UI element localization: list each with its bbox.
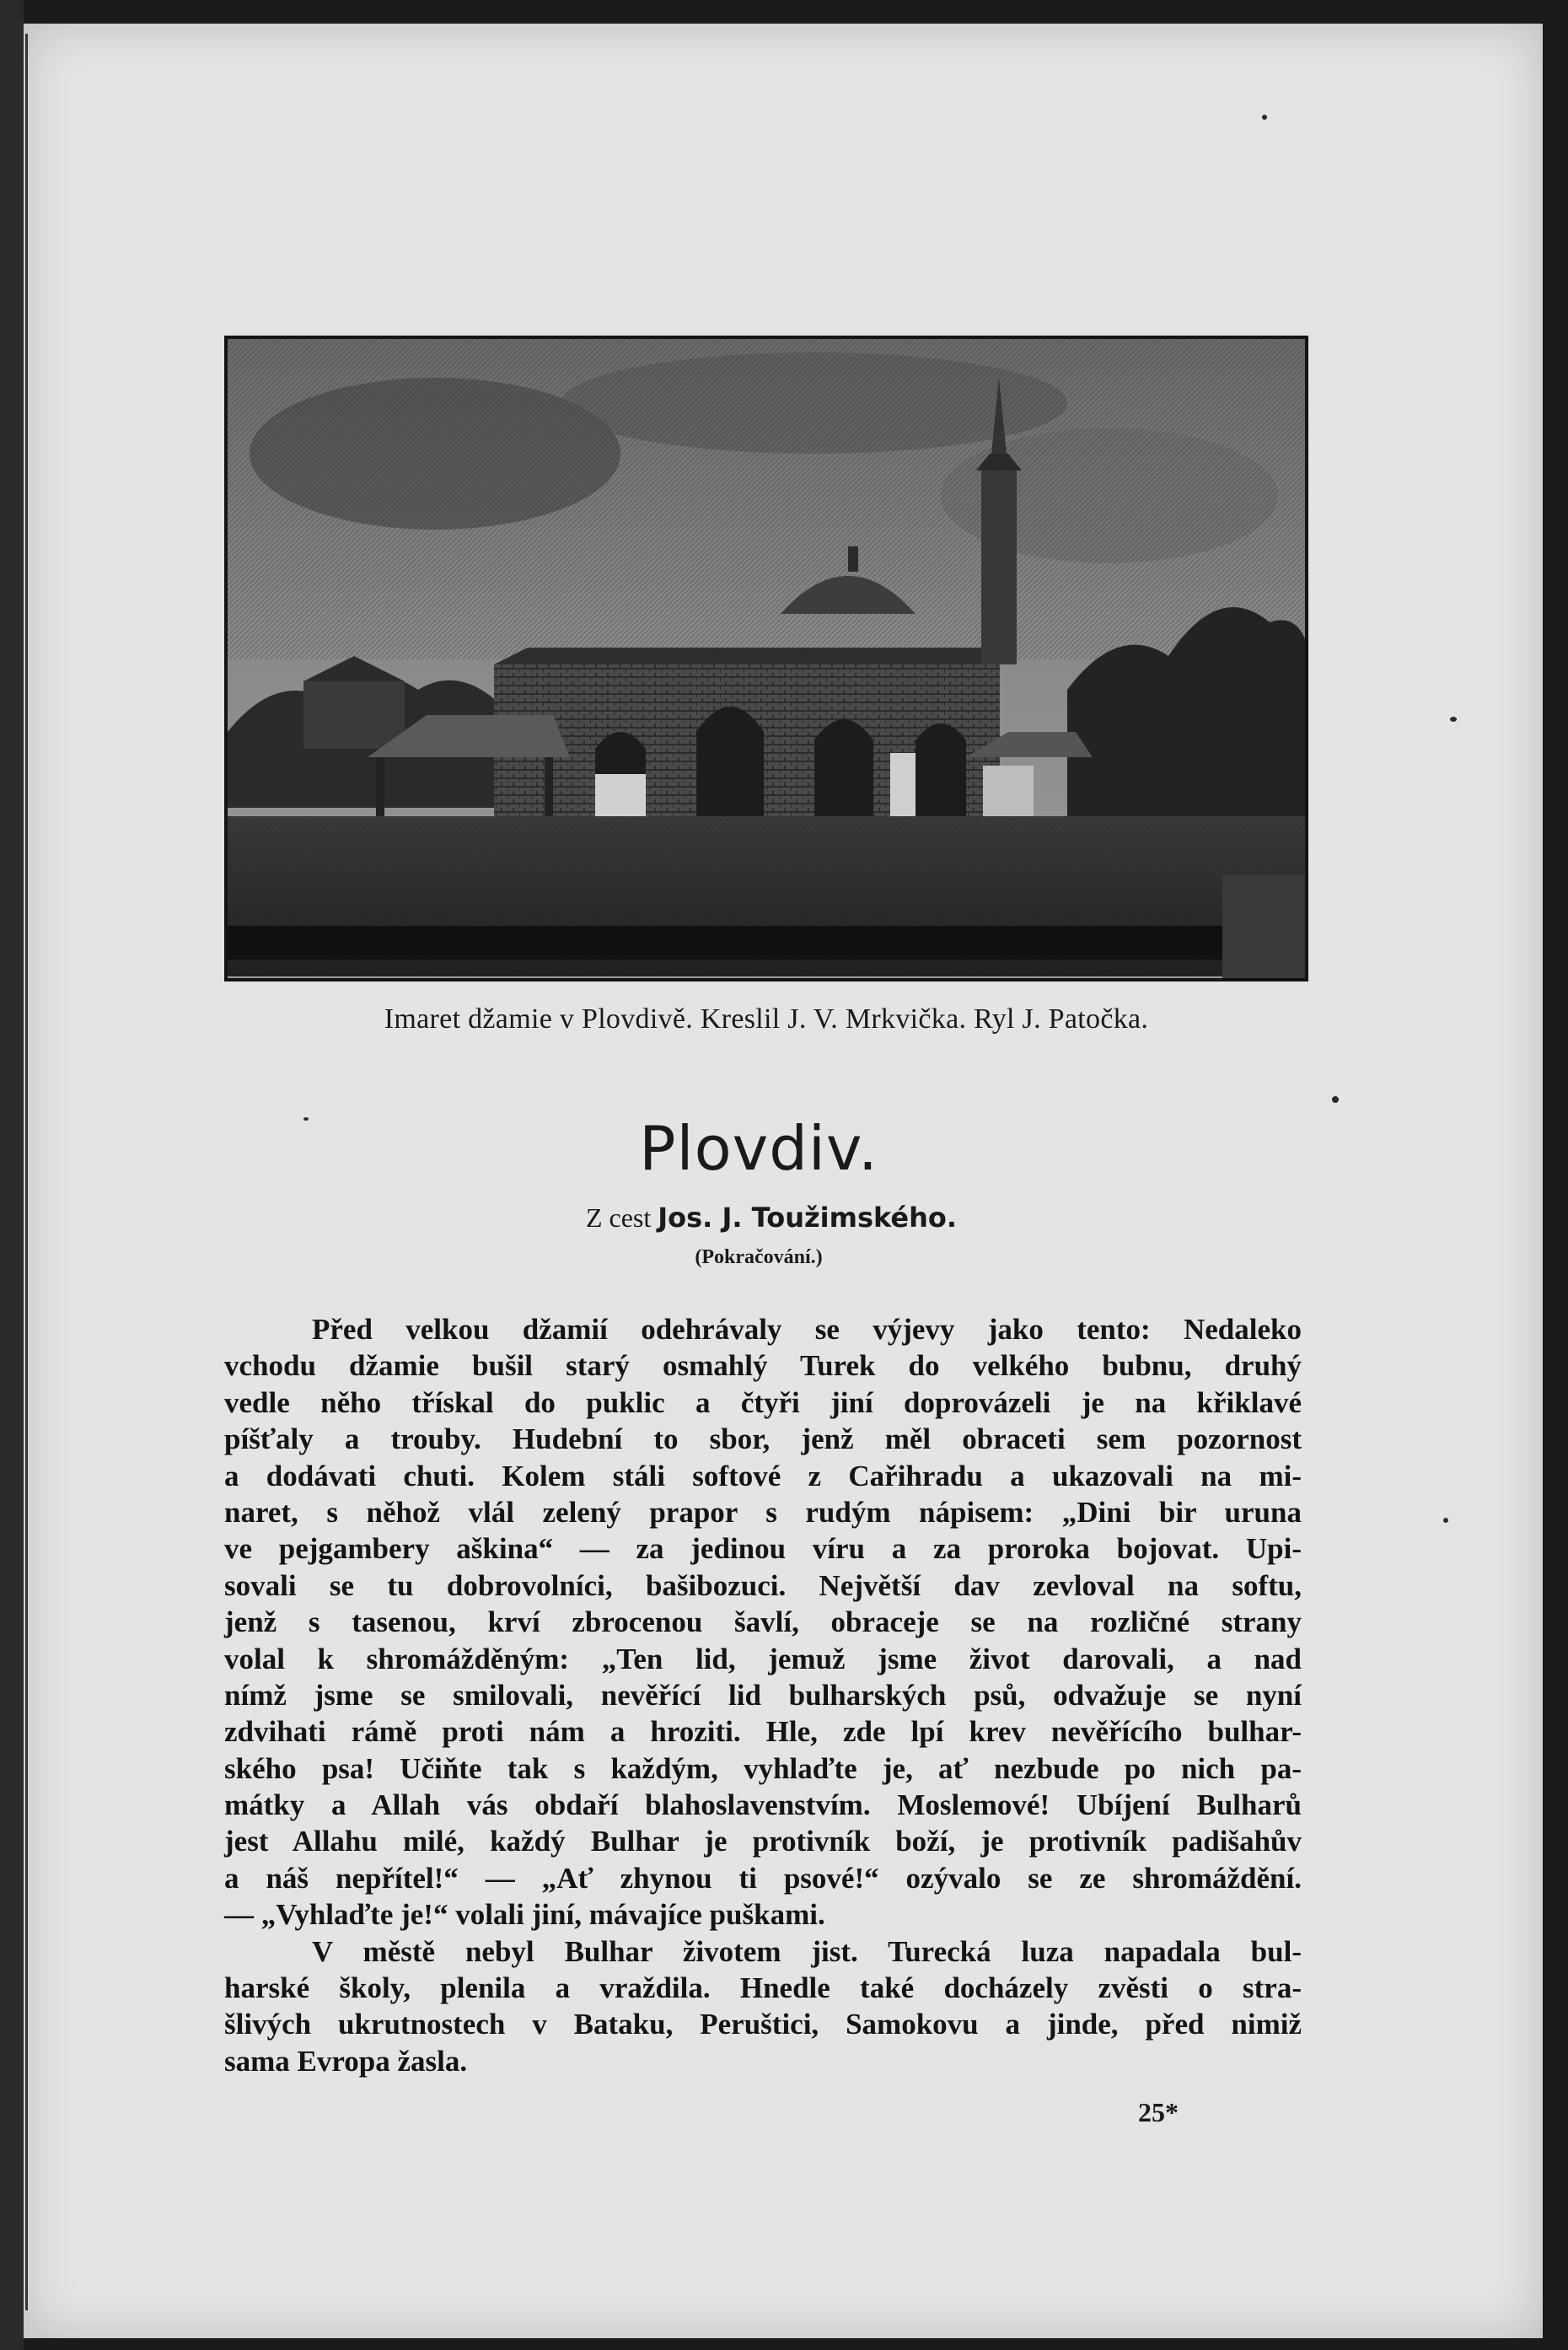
body-line: volal k shromážděným: „Ten lid, jemuž jsme život darovali, a nad [224,1642,1302,1675]
scan-speck [1262,115,1267,120]
binding-line [25,34,28,2310]
scan-speck [303,1117,309,1121]
page-number: 25* [1138,2097,1179,2127]
mosque-engraving [224,336,1308,981]
article-body [224,1311,1302,2079]
scan-speck [1450,717,1457,722]
body-line: naret, s něhož vlál zelený prapor s rudým nápisem: „Dini bir uruna [224,1495,1302,1529]
body-line: šlivých ukrutnostech v Bataku, Peruštici, Samokovu a jinde, před nimiž [224,2008,1302,2041]
body-line: vedle něho třískal do puklic a čtyři jiní doprovázeli je na křiklavé [224,1385,1302,1419]
body-line: ve pejgambery aškina“ — za jedinou víru a za proroka bojovat. Upi- [224,1532,1302,1566]
body-line: sovali se tu dobrovolníci, bašibozuci. Největší dav zevloval na softu, [224,1568,1302,1602]
body-line: píšťaly a trouby. Hudební to sbor, jenž měl obraceti sem pozornost [224,1422,1302,1456]
body-line: — „Vyhlaďte je!“ volali jiní, mávajíce puškami. [224,1898,825,1932]
body-line: zdvihati rámě proti nám a hroziti. Hle, zde lpí krev nevěřícího bulhar- [224,1715,1302,1749]
body-line: a dodávati chuti. Kolem stáli softové z Cařihradu a ukazovali na mi- [224,1459,1302,1492]
body-line: Před velkou džamií odehrávaly se výjevy jako tento: Nedaleko [312,1313,1302,1346]
body-line: a náš nepřítel!“ — „Ať zhynou ti psové!“ ozývalo se ze shromáždění. [224,1861,1302,1895]
body-line: nímž jsme se smilovali, nevěřící lid bulharských psů, odvažuje se nyní [224,1678,1302,1712]
body-line: sama Evropa žasla. [224,2044,468,2078]
body-line: harské školy, plenila a vraždila. Hnedle také docházely zvěsti o stra- [224,1971,1302,2005]
body-line: V městě nebyl Bulhar životem jist. Turecká luza napadala bul- [312,1934,1302,1968]
byline-prefix: Z cest [585,1202,652,1233]
body-line: vchodu džamie bušil starý osmahlý Turek do velkého bubnu, druhý [224,1349,1302,1383]
scan-speck [1332,1096,1339,1103]
illustration-caption: Imaret džamie v Plovdivě. Kreslil J. V. Mrkvička. Ryl J. Patočka. [384,1003,1149,1035]
byline-author: Jos. J. Toužimského. [658,1202,958,1234]
article-byline [422,1202,1121,1234]
body-line: mátky a Allah vás obdaří blahoslavenstvím. Moslemové! Ubíjení Bulharů [224,1788,1302,1822]
body-line: ského psa! Učiňte tak s každým, vyhlaďte je, ať nezbude po nich pa- [224,1751,1302,1785]
right-scan-edge [1543,0,1568,2350]
body-line: jenž s tasenou, krví zbrocenou šavlí, obraceje se na rozličné strany [224,1605,1302,1639]
body-line: jest Allahu milé, každý Bulhar je protivník boží, je protivník padišahův [224,1825,1302,1858]
left-binding-edge [0,0,24,2350]
continued-note: (Pokračování.) [695,1246,823,1268]
mosque-engraving-image [224,336,1308,981]
article-title: Plovdiv. [639,1113,878,1184]
scan-speck [1443,1518,1448,1523]
